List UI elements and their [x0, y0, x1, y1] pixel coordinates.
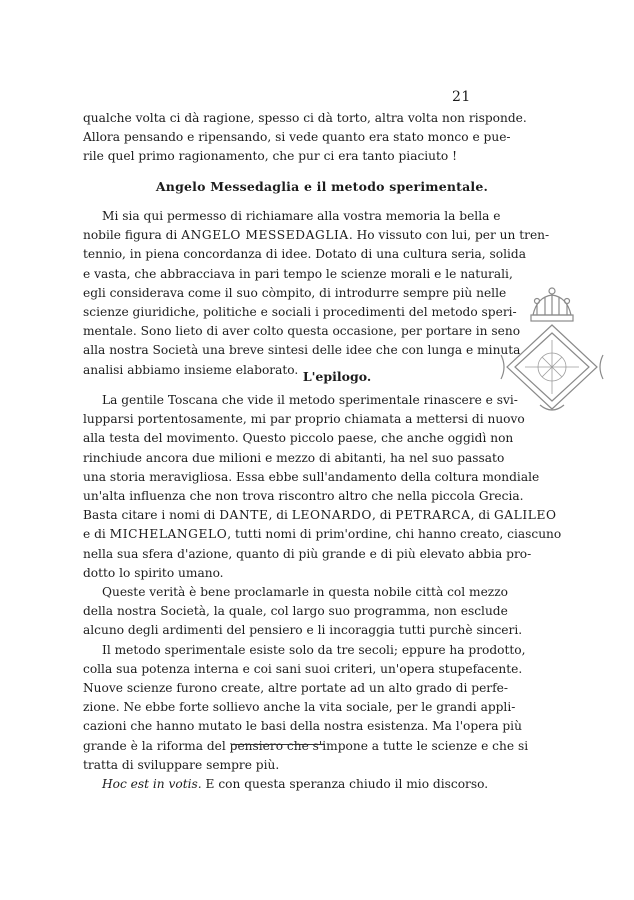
text-line: alla testa del movimento. Questo piccolo paese, che anche oggidì non	[83, 431, 514, 446]
text-line: alcuno degli ardimenti del pensiero e li incoraggia tutti purchè sinceri.	[83, 623, 523, 638]
text-fragment: , di	[470, 508, 494, 523]
person-name: PETRARCA	[395, 508, 471, 523]
text-line: qualche volta ci dà ragione, spesso ci dà torto, altra volta non risponde.	[83, 111, 527, 125]
text-fragment: e di	[83, 527, 110, 542]
text-line	[83, 226, 550, 245]
text-line: rinchiude ancora due milioni e mezzo di abitanti, ha nel suo passato	[83, 450, 505, 465]
section-heading-messedaglia: Angelo Messedaglia e il metodo sperimentale.	[155, 179, 489, 194]
text-line: tennio, in piena concordanza di idee. Dotato di una cultura seria, solida	[83, 247, 526, 262]
text-line: dotto lo spirito umano.	[83, 565, 224, 580]
person-name: MICHELANGELO	[109, 527, 228, 542]
text-fragment: Basta citare i nomi di	[83, 508, 220, 523]
text-line: Mi sia qui permesso di richiamare alla vostra memoria la bella e	[102, 209, 501, 223]
text-line: Allora pensando e ripensando, si vede quanto era stato monco e pue-	[83, 130, 511, 145]
person-name: DANTE	[219, 508, 269, 523]
text-line	[83, 506, 557, 525]
section-heading-epilogo: L'epilogo.	[302, 369, 372, 384]
messedaglia-paragraph	[83, 207, 550, 380]
latin-phrase: Hoc est in votis.	[102, 777, 202, 792]
text-line: La gentile Toscana che vide il metodo sperimentale rinascere e svi-	[102, 393, 518, 407]
text-line: cazioni che hanno mutato le basi della nostra esistenza. Ma l'opera più	[83, 719, 522, 734]
text-line: analisi abbiamo insieme elaborato.	[83, 362, 299, 377]
text-fragment: , di	[371, 508, 396, 523]
text-line: grande è la riforma del pensiero che s'impone a tutte le scienze e che si	[83, 738, 529, 753]
text-line: una storia meravigliosa. Essa ebbe sull'andamento della coltura mondiale	[83, 469, 540, 484]
text-line: Nuove scienze furono create, altre portate ad un alto grado di perfe-	[83, 681, 508, 696]
text-line: egli considerava come il suo còmpito, di introdurre sempre più nelle	[83, 285, 507, 300]
person-name: GALILEO	[493, 508, 557, 523]
text-line	[83, 525, 562, 544]
end-rule	[232, 744, 324, 745]
intro-paragraph	[83, 109, 527, 167]
text-line: e vasta, che abbracciava in pari tempo le scienze morali e le naturali,	[83, 266, 513, 281]
text-line: alla nostra Società una breve sintesi delle idee che con lunga e minuta	[83, 343, 521, 358]
text-line: lupparsi portentosamente, mi par proprio chiamata a mettersi di nuovo	[83, 412, 525, 427]
text-line: Il metodo sperimentale esiste solo da tre secoli; eppure ha prodotto,	[102, 642, 526, 657]
text-fragment: , di	[268, 508, 292, 523]
person-name: LEONARDO	[291, 508, 372, 523]
text-line: mentale. Sono lieto di aver colto questa occasione, per portare in seno	[83, 324, 521, 339]
text-line: Queste verità è bene proclamarle in questa nobile città col mezzo	[102, 585, 508, 600]
epilogo-body	[83, 391, 562, 794]
text-line: zione. Ne ebbe forte sollievo anche la vita sociale, per le grandi appli-	[83, 700, 516, 715]
text-fragment: , tutti nomi di prim'ordine, chi hanno creato, ciascuno	[227, 527, 562, 542]
text-line: nella sua sfera d'azione, quanto di più grande e di più elevato abbia pro-	[83, 546, 532, 561]
text-line: tratta di sviluppare sempre più.	[83, 757, 280, 772]
text-line: della nostra Società, la quale, col largo suo programma, non esclude	[83, 604, 508, 619]
text-fragment: E con questa speranza chiudo il mio discorso.	[201, 777, 489, 792]
text-fragment: nobile figura di	[83, 228, 178, 243]
page-number: 21	[452, 89, 471, 105]
closing-line	[83, 775, 489, 794]
library-stamp-emblem	[497, 285, 607, 415]
text-fragment: . Ho vissuto con lui, per un tren-	[348, 228, 550, 243]
text-line: rile quel primo ragionamento, che pur ci era tanto piaciuto !	[83, 149, 458, 164]
text-line: un'alta influenza che non trova riscontro altro che nella piccola Grecia.	[83, 489, 524, 504]
text-line: scienze giuridiche, politiche e sociali i procedimenti del metodo speri-	[83, 305, 517, 320]
text-line: colla sua potenza interna e coi sani suoi criteri, un'opera stupefacente.	[83, 661, 523, 676]
person-name: ANGELO MESSEDAGLIA	[181, 228, 349, 243]
